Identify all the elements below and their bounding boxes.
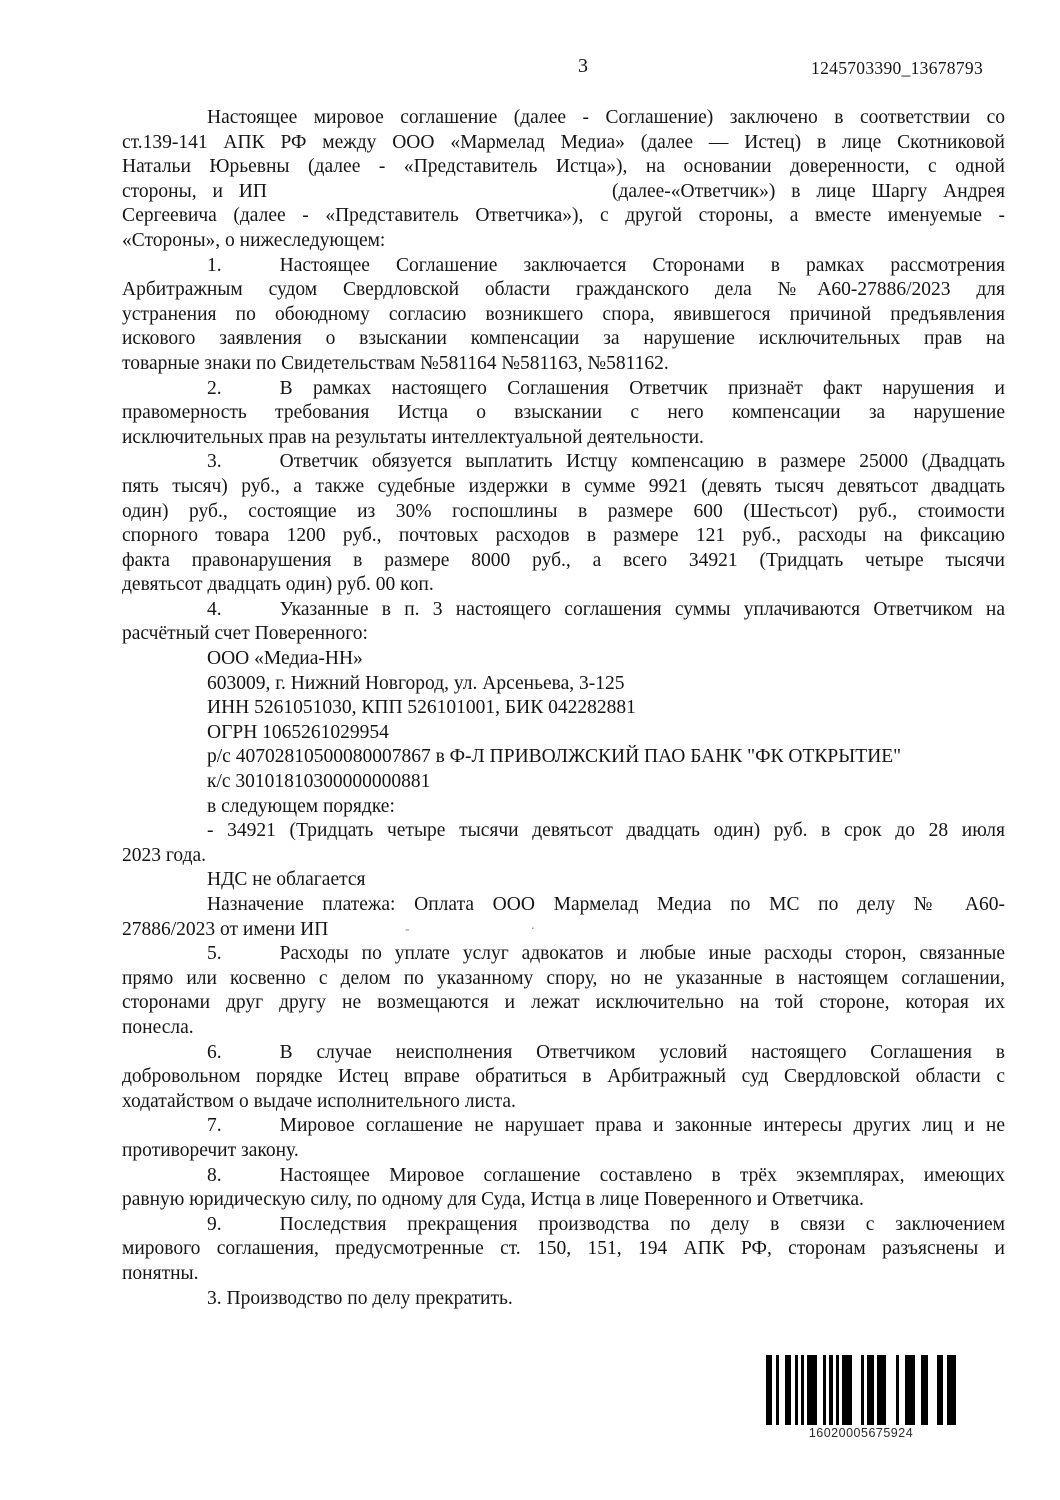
text-line	[122, 1262, 1005, 1287]
text-segment: В случае неисполнения Ответчиком условий настоящего Соглашения в	[279, 1041, 1005, 1063]
barcode-bar	[877, 1355, 887, 1425]
text-segment: 4.	[207, 598, 222, 620]
text-line	[122, 1114, 1005, 1139]
text-line	[122, 795, 1005, 820]
text-line	[122, 1164, 1005, 1189]
text-line	[122, 303, 1005, 328]
text-segment: Настоящее мировое соглашение (далее - Соглашение) заключено в соответствии со	[207, 107, 1005, 128]
text-line	[122, 622, 1005, 647]
text-line	[122, 868, 1005, 893]
text-segment: спорного товара 1200 руб., почтовых расходов в размере 121 руб., расходы на фиксацию	[122, 525, 1005, 547]
text-segment: равную юридическую силу, по одному для Суда, Истца в лице Поверенного и Ответчика.	[122, 1189, 864, 1211]
barcode-bar	[852, 1355, 862, 1425]
text-line	[122, 377, 1005, 402]
text-line	[122, 991, 1005, 1016]
text-segment: Сергеевича (далее - «Представитель Ответчика»), с другой стороны, а вместе именуемые -	[122, 205, 1005, 227]
page-number: 3	[578, 55, 588, 77]
text-segment: р/с 40702810500080007867 в Ф-Л ПРИВОЛЖСКИЙ ПАО БАНК "ФК ОТКРЫТИЕ"	[207, 746, 902, 768]
text-line	[122, 1139, 1005, 1164]
text-segment: (далее-«Ответчик») в лице Шаргу Андрея	[611, 180, 1005, 202]
text-segment: в следующем порядке:	[207, 795, 395, 817]
text-line	[122, 770, 1005, 795]
text-line	[122, 1016, 1005, 1041]
text-segment: Последствия прекращения производства по делу в связи с заключением	[279, 1213, 1005, 1235]
text-segment: 27886/2023 от имени ИП	[122, 918, 329, 940]
text-segment: 8.	[207, 1164, 222, 1186]
text-line	[122, 229, 1005, 254]
text-segment: «Стороны», о нижеследующем:	[122, 229, 386, 251]
text-line	[122, 1090, 1005, 1115]
text-line	[122, 573, 1005, 598]
text-line	[122, 524, 1005, 549]
text-line	[122, 327, 1005, 352]
text-segment: Арбитражным судом Свердловской области гражданского дела №А60-27886/2023 для	[122, 279, 1005, 301]
text-segment: мирового соглашения, предусмотренные ст. 150, 151, 194 АПК РФ, сторонам разъяснены и	[122, 1238, 1005, 1260]
text-line	[122, 352, 1005, 377]
barcode-bar	[886, 1355, 896, 1425]
text-segment: устранения по обоюдному согласию возникшего спора, явившегося причиной предъявления	[122, 303, 1005, 325]
text-line	[122, 745, 1005, 770]
text-line	[122, 942, 1005, 967]
text-line	[122, 475, 1005, 500]
text-segment: ОГРН 1065261029954	[207, 721, 389, 743]
text-segment: девятьсот двадцать один) руб. 00 коп.	[122, 574, 434, 596]
text-segment: НДС не облагается	[207, 869, 366, 891]
text-segment: к/с 30101810300000000881	[207, 771, 431, 793]
text-segment: понятны.	[122, 1262, 199, 1284]
text-line	[122, 1041, 1005, 1066]
text-segment: 2.	[207, 377, 222, 399]
text-segment: 3. Производство по делу прекратить.	[207, 1287, 513, 1309]
text-segment: искового заявления о взыскании компенсации за нарушение исключительных прав на	[122, 328, 1005, 350]
text-segment: один) руб., состоящие из 30% госпошлины в размере 600 (Шестьсот) руб., стоимости	[122, 500, 1005, 522]
text-segment: Расходы по уплате услуг адвокатов и любые иные расходы сторон, связанные	[279, 943, 1005, 965]
text-line	[122, 696, 1005, 721]
text-segment: - 34921 (Тридцать четыре тысячи девятьсот двадцать один) руб. в срок до 28 июля	[207, 820, 1005, 842]
text-segment: 7.	[207, 1115, 222, 1137]
text-segment: Ответчик обязуется выплатить Истцу компенсацию в размере 25000 (Двадцать	[279, 451, 1005, 473]
text-segment: ст.139-141 АПК РФ между ООО «Мармелад Медиа» (далее — Истец) в лице Скотниковой	[122, 131, 1005, 153]
text-segment: 1.	[207, 254, 222, 276]
text-line	[122, 598, 1005, 623]
text-line	[122, 844, 1005, 869]
text-segment: стороны, и ИП	[122, 180, 267, 202]
text-segment: расчётный счет Поверенного:	[122, 623, 368, 645]
text-line	[122, 180, 1005, 205]
barcode-bar	[807, 1355, 817, 1425]
text-segment: 6.	[207, 1041, 222, 1063]
text-line	[122, 1213, 1005, 1238]
text-line	[122, 1237, 1005, 1262]
text-segment: пять тысяч) руб., а также судебные издержки в сумме 9921 (девять тысяч девятьсот двадцать	[122, 475, 1005, 497]
text-segment: ООО «Медиа-НН»	[207, 648, 363, 670]
text-segment: ходатайством о выдаче исполнительного листа.	[122, 1090, 516, 1112]
text-segment: Настоящее Мировое соглашение составлено в трёх экземплярах, имеющих	[279, 1164, 1005, 1186]
text-segment: Настоящее Соглашение заключается Сторонами в рамках рассмотрения	[279, 254, 1005, 276]
text-segment: исключительных прав на результаты интеллектуальной деятельности.	[122, 426, 704, 448]
text-line	[122, 893, 1005, 918]
text-line	[122, 721, 1005, 746]
text-line	[122, 204, 1005, 229]
barcode	[766, 1355, 956, 1425]
text-segment: понесла.	[122, 1016, 194, 1038]
text-segment: ИНН 5261051030, КПП 526101001, БИК 042282881	[207, 697, 636, 719]
text-segment: Мировое соглашение не нарушает права и законные интересы других лиц и не	[279, 1115, 1005, 1137]
text-line	[122, 131, 1005, 156]
text-segment: прямо или косвенно с делом по указанному спору, но не указанные в настоящем соглашении,	[122, 967, 1005, 989]
text-line	[122, 426, 1005, 451]
document-body	[122, 106, 1005, 1311]
barcode-bar	[842, 1355, 852, 1425]
text-line	[122, 647, 1005, 672]
text-line	[122, 401, 1005, 426]
text-segment: Указанные в п. 3 настоящего соглашения суммы уплачиваются Ответчиком на	[279, 598, 1005, 620]
text-segment: сторонами друг другу не возмещаются и лежат исключительно на той стороне, которая их	[122, 992, 1005, 1014]
barcode-bar	[947, 1355, 957, 1425]
text-line	[122, 278, 1005, 303]
text-line	[122, 254, 1005, 279]
text-line	[122, 500, 1005, 525]
text-segment: добровольном порядке Истец вправе обратиться в Арбитражный суд Свердловской области с	[122, 1066, 1005, 1088]
text-line	[122, 106, 1005, 131]
text-line	[122, 918, 1005, 943]
text-segment: факта правонарушения в размере 8000 руб., а всего 34921 (Тридцать четыре тысячи	[122, 549, 1005, 571]
text-segment: товарные знаки по Свидетельствам №581164 №581163, №581162.	[122, 352, 669, 374]
redaction-mark: .	[531, 918, 535, 933]
text-segment: 3.	[207, 451, 222, 473]
text-line	[122, 1188, 1005, 1213]
text-line	[122, 672, 1005, 697]
text-segment: В рамках настоящего Соглашения Ответчик признаёт факт нарушения и	[279, 377, 1005, 399]
text-line	[122, 967, 1005, 992]
barcode-number: 16020005675924	[808, 1426, 914, 1440]
text-segment: Назначение платежа: Оплата ООО Мармелад Медиа по МС по делу № А60-	[207, 894, 1005, 915]
document-id: 1245703390_13678793	[811, 58, 983, 78]
text-segment: противоречит закону.	[122, 1139, 299, 1161]
text-segment: 2023 года.	[122, 844, 207, 866]
redaction-mark: -	[405, 922, 410, 937]
text-line	[122, 819, 1005, 844]
text-line	[122, 1287, 1005, 1312]
text-segment: правомерность требования Истца о взыскании с него компенсации за нарушение	[122, 402, 1005, 424]
barcode-bar	[928, 1355, 938, 1425]
text-segment: 603009, г. Нижний Новгород, ул. Арсеньева, 3-125	[207, 672, 625, 694]
barcode-bar	[905, 1355, 915, 1425]
text-line	[122, 1065, 1005, 1090]
text-segment: 5.	[207, 943, 222, 965]
text-line	[122, 549, 1005, 574]
text-segment: Натальи Юрьевны (далее - «Представитель Истца»), на основании доверенности, с одной	[122, 156, 1005, 178]
text-segment: 9.	[207, 1213, 222, 1235]
text-line	[122, 450, 1005, 475]
text-line	[122, 155, 1005, 180]
